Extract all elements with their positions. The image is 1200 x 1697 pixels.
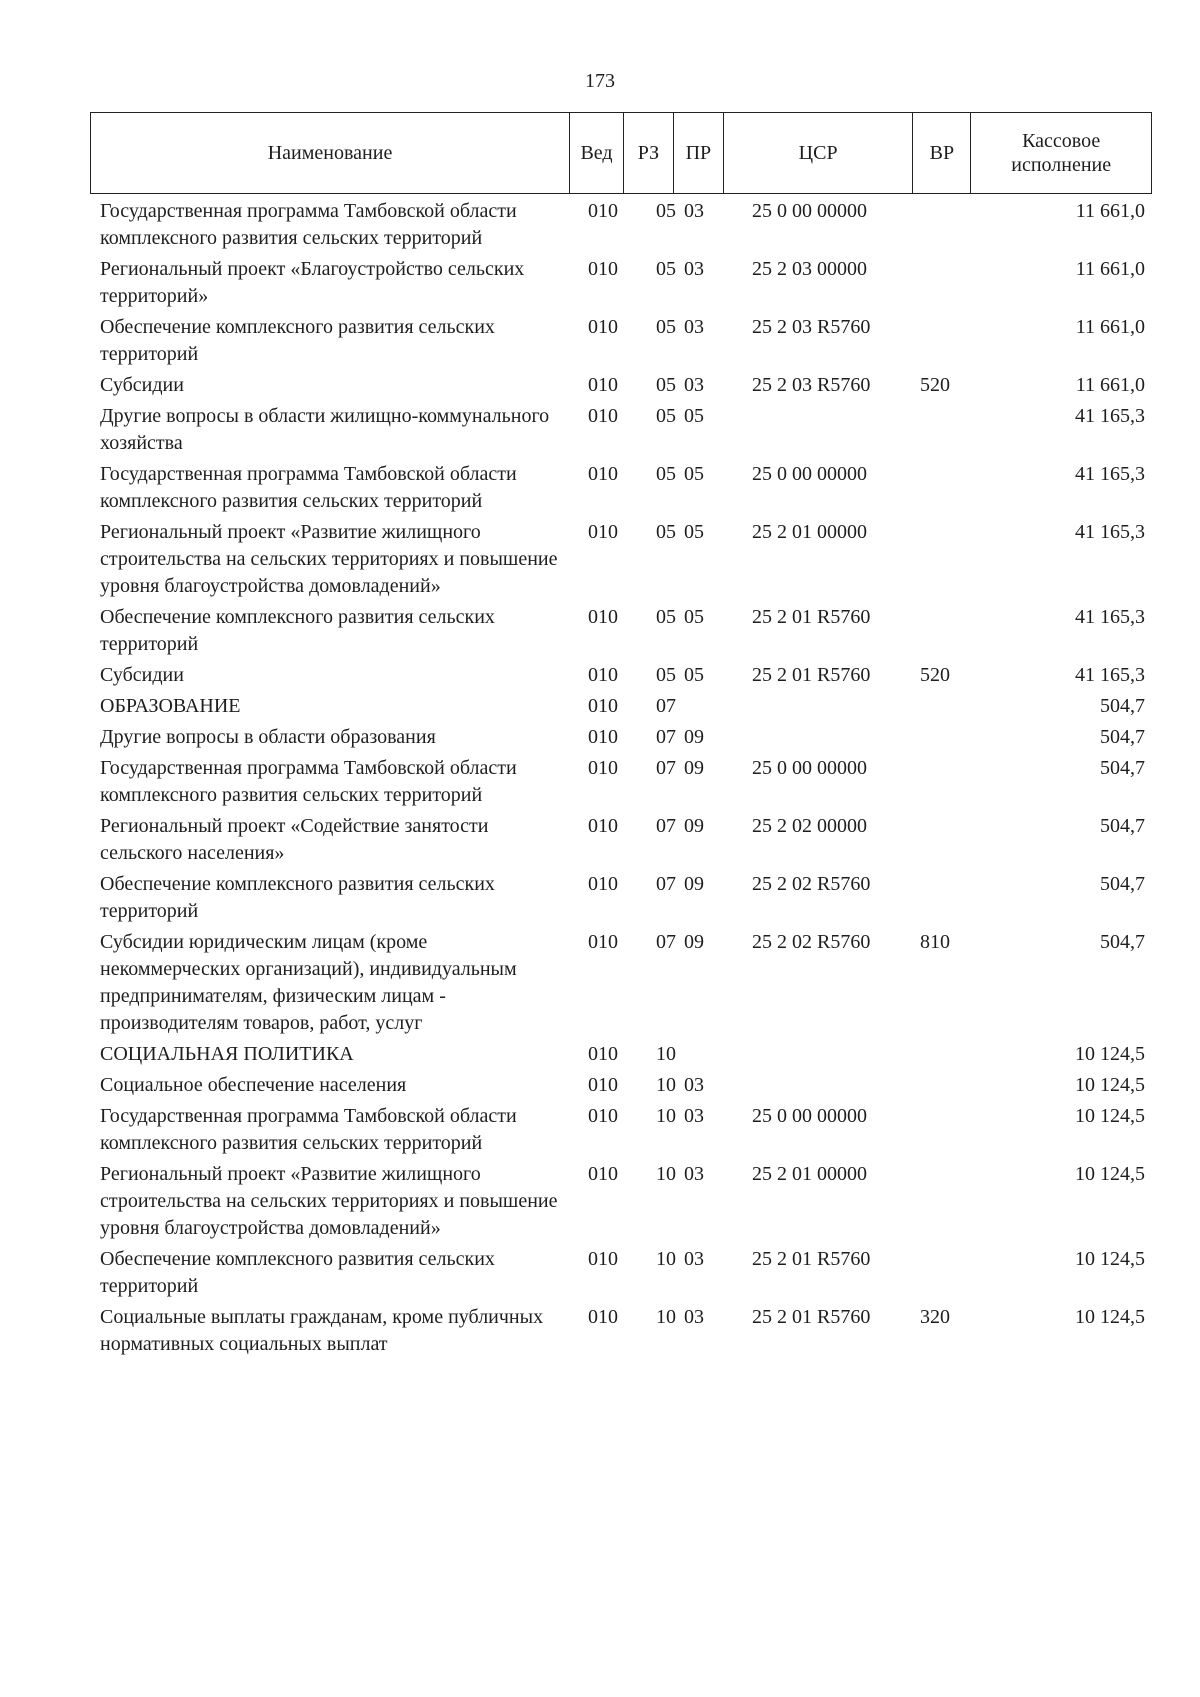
table-row	[100, 755, 1145, 809]
cell-ved: 010	[588, 695, 618, 717]
table-row	[100, 871, 1145, 925]
cell-csr: 25 0 00 00000	[752, 463, 867, 485]
header-rz: РЗ	[624, 113, 674, 193]
cell-ved: 010	[588, 664, 618, 686]
cell-csr: 25 2 01 R5760	[752, 1248, 871, 1270]
header-name: Наименование	[91, 113, 570, 193]
cell-rz: 07	[656, 931, 676, 953]
cell-rz: 05	[656, 258, 676, 280]
cell-pr: 05	[684, 521, 704, 543]
cell-pr	[676, 1041, 730, 1068]
cell-name: Субсидии	[100, 664, 184, 686]
table-row	[100, 813, 1145, 867]
cell-pr: 05	[684, 463, 704, 485]
cell-sum: 11 661,0	[1075, 200, 1145, 222]
cell-csr: 25 2 01 R5760	[752, 1306, 871, 1328]
cell-sum: 41 165,3	[1075, 664, 1145, 686]
cell-ved: 010	[588, 726, 618, 748]
table-row	[100, 461, 1145, 515]
cell-sum: 11 661,0	[1075, 374, 1145, 396]
cell-pr: 09	[684, 757, 704, 779]
table-row	[100, 1103, 1145, 1157]
cell-ved: 010	[588, 374, 618, 396]
cell-rz: 05	[656, 200, 676, 222]
cell-name: Региональный проект «Развитие жилищного строительства на сельских территориях и повышение уровня благоустройства домовладений»	[100, 1163, 558, 1239]
table-row	[100, 1072, 1145, 1099]
table-row	[100, 1041, 1145, 1068]
cell-name: Региональный проект «Благоустройство сельских территорий»	[100, 258, 525, 307]
cell-sum: 504,7	[1100, 815, 1145, 837]
cell-vr	[920, 314, 980, 368]
cell-rz: 10	[656, 1248, 676, 1270]
table-row	[100, 1246, 1145, 1300]
cell-pr: 05	[684, 606, 704, 628]
cell-ved: 010	[588, 521, 618, 543]
cell-name: Государственная программа Тамбовской области комплексного развития сельских территорий	[100, 463, 517, 512]
cell-pr: 03	[684, 258, 704, 280]
cell-rz: 05	[656, 664, 676, 686]
table-row	[100, 929, 1145, 1037]
cell-name: СОЦИАЛЬНАЯ ПОЛИТИКА	[100, 1043, 354, 1065]
cell-name: Социальное обеспечение населения	[100, 1074, 407, 1096]
cell-ved: 010	[588, 200, 618, 222]
cell-pr: 03	[684, 200, 704, 222]
cell-rz: 07	[656, 757, 676, 779]
cell-sum: 504,7	[1100, 726, 1145, 748]
cell-name: Региональный проект «Развитие жилищного строительства на сельских территориях и повышение уровня благоустройства домовладений»	[100, 521, 558, 597]
cell-ved: 010	[588, 815, 618, 837]
cell-sum: 504,7	[1100, 931, 1145, 953]
cell-name: ОБРАЗОВАНИЕ	[100, 695, 241, 717]
cell-vr	[920, 871, 980, 925]
cell-sum: 504,7	[1100, 757, 1145, 779]
cell-ved: 010	[588, 1105, 618, 1127]
cell-vr	[920, 604, 980, 658]
cell-vr	[920, 519, 980, 600]
cell-csr: 25 2 03 R5760	[752, 374, 871, 396]
cell-vr	[920, 693, 980, 720]
header-vr: ВР	[913, 113, 971, 193]
table-body	[100, 198, 1145, 1362]
cell-csr: 25 2 01 R5760	[752, 664, 871, 686]
cell-rz: 05	[656, 463, 676, 485]
table-row	[100, 256, 1145, 310]
cell-pr: 03	[684, 1248, 704, 1270]
cell-ved: 010	[588, 931, 618, 953]
cell-csr: 25 2 02 R5760	[752, 873, 871, 895]
table-row	[100, 198, 1145, 252]
cell-name: Субсидии юридическим лицам (кроме некоммерческих организаций), индивидуальным предпринимателям, физическим лицам - производителям товаров, работ, услуг	[100, 931, 517, 1034]
cell-csr: 25 2 02 00000	[752, 815, 867, 837]
cell-csr: 25 2 03 00000	[752, 258, 867, 280]
cell-ved: 010	[588, 606, 618, 628]
cell-vr: 320	[920, 1306, 950, 1328]
header-ved: Вед	[570, 113, 624, 193]
cell-rz: 10	[656, 1163, 676, 1185]
cell-pr: 09	[684, 726, 704, 748]
cell-csr: 25 2 01 00000	[752, 1163, 867, 1185]
cell-name: Обеспечение комплексного развития сельских территорий	[100, 873, 495, 922]
cell-csr: 25 0 00 00000	[752, 1105, 867, 1127]
cell-sum: 504,7	[1100, 695, 1145, 717]
cell-name: Государственная программа Тамбовской области комплексного развития сельских территорий	[100, 757, 517, 806]
cell-name: Другие вопросы в области образования	[100, 726, 436, 748]
cell-name: Субсидии	[100, 374, 184, 396]
cell-pr: 05	[684, 664, 704, 686]
cell-sum: 10 124,5	[1075, 1043, 1145, 1065]
cell-rz: 10	[656, 1105, 676, 1127]
cell-sum: 41 165,3	[1075, 606, 1145, 628]
cell-sum: 504,7	[1100, 873, 1145, 895]
cell-rz: 05	[656, 606, 676, 628]
cell-pr: 03	[684, 1074, 704, 1096]
table-row	[100, 662, 1145, 689]
table-row	[100, 314, 1145, 368]
table-row	[100, 1304, 1145, 1358]
cell-ved: 010	[588, 463, 618, 485]
cell-vr	[920, 1041, 980, 1068]
cell-vr: 520	[920, 664, 950, 686]
cell-ved: 010	[588, 1043, 618, 1065]
cell-sum: 11 661,0	[1075, 316, 1145, 338]
cell-rz: 10	[656, 1074, 676, 1096]
cell-ved: 010	[588, 405, 618, 427]
cell-csr	[730, 1041, 920, 1068]
cell-sum: 41 165,3	[1075, 405, 1145, 427]
cell-vr	[920, 813, 980, 867]
cell-pr: 03	[684, 1105, 704, 1127]
cell-ved: 010	[588, 757, 618, 779]
cell-pr: 03	[684, 1163, 704, 1185]
cell-pr: 09	[684, 873, 704, 895]
cell-rz: 07	[656, 695, 676, 717]
cell-csr	[730, 693, 920, 720]
cell-name: Государственная программа Тамбовской области комплексного развития сельских территорий	[100, 1105, 517, 1154]
cell-rz: 07	[656, 815, 676, 837]
cell-vr	[920, 198, 980, 252]
cell-vr	[920, 724, 980, 751]
cell-sum: 41 165,3	[1075, 521, 1145, 543]
cell-vr	[920, 1072, 980, 1099]
cell-pr: 03	[684, 374, 704, 396]
cell-rz: 05	[656, 316, 676, 338]
header-sum: Кассовое исполнение	[1011, 130, 1112, 176]
cell-sum: 10 124,5	[1075, 1074, 1145, 1096]
cell-pr: 03	[684, 316, 704, 338]
table-row	[100, 724, 1145, 751]
cell-sum: 11 661,0	[1075, 258, 1145, 280]
cell-csr: 25 2 03 R5760	[752, 316, 871, 338]
cell-vr: 520	[920, 374, 950, 396]
table-row	[100, 1161, 1145, 1242]
cell-ved: 010	[588, 1248, 618, 1270]
table-row	[100, 403, 1145, 457]
cell-rz: 10	[656, 1306, 676, 1328]
cell-name: Обеспечение комплексного развития сельских территорий	[100, 606, 495, 655]
cell-pr: 05	[684, 405, 704, 427]
table-row	[100, 519, 1145, 600]
cell-pr: 09	[684, 931, 704, 953]
cell-sum: 10 124,5	[1075, 1163, 1145, 1185]
page-number: 173	[585, 70, 615, 92]
cell-csr	[730, 1072, 920, 1099]
cell-pr	[676, 693, 730, 720]
cell-name: Региональный проект «Содействие занятости сельского населения»	[100, 815, 489, 864]
cell-pr: 09	[684, 815, 704, 837]
cell-name: Социальные выплаты гражданам, кроме публичных нормативных социальных выплат	[100, 1306, 544, 1355]
cell-rz: 05	[656, 405, 676, 427]
cell-rz: 05	[656, 374, 676, 396]
cell-csr: 25 2 02 R5760	[752, 931, 871, 953]
cell-rz: 05	[656, 521, 676, 543]
cell-vr	[920, 755, 980, 809]
cell-vr	[920, 1161, 980, 1242]
cell-ved: 010	[588, 1163, 618, 1185]
cell-sum: 10 124,5	[1075, 1306, 1145, 1328]
cell-vr: 810	[920, 931, 950, 953]
cell-sum: 41 165,3	[1075, 463, 1145, 485]
cell-sum: 10 124,5	[1075, 1248, 1145, 1270]
cell-csr: 25 0 00 00000	[752, 200, 867, 222]
table-row	[100, 372, 1145, 399]
header-csr: ЦСР	[724, 113, 914, 193]
table-row	[100, 693, 1145, 720]
table-header	[90, 112, 1152, 194]
cell-vr	[920, 403, 980, 457]
cell-name: Государственная программа Тамбовской области комплексного развития сельских территорий	[100, 200, 517, 249]
cell-name: Другие вопросы в области жилищно-коммунального хозяйства	[100, 405, 550, 454]
cell-csr: 25 2 01 00000	[752, 521, 867, 543]
cell-ved: 010	[588, 316, 618, 338]
cell-ved: 010	[588, 258, 618, 280]
cell-vr	[920, 256, 980, 310]
cell-vr	[920, 1246, 980, 1300]
cell-csr	[730, 403, 920, 457]
cell-rz: 07	[656, 726, 676, 748]
cell-vr	[920, 1103, 980, 1157]
cell-csr: 25 0 00 00000	[752, 757, 867, 779]
cell-sum: 10 124,5	[1075, 1105, 1145, 1127]
header-pr: ПР	[674, 113, 724, 193]
cell-csr	[730, 724, 920, 751]
cell-pr: 03	[684, 1306, 704, 1328]
cell-name: Обеспечение комплексного развития сельских территорий	[100, 1248, 495, 1297]
cell-rz: 07	[656, 873, 676, 895]
cell-name: Обеспечение комплексного развития сельских территорий	[100, 316, 495, 365]
cell-csr: 25 2 01 R5760	[752, 606, 871, 628]
cell-vr	[920, 461, 980, 515]
cell-ved: 010	[588, 873, 618, 895]
cell-ved: 010	[588, 1306, 618, 1328]
table-row	[100, 604, 1145, 658]
cell-ved: 010	[588, 1074, 618, 1096]
cell-rz: 10	[656, 1043, 676, 1065]
